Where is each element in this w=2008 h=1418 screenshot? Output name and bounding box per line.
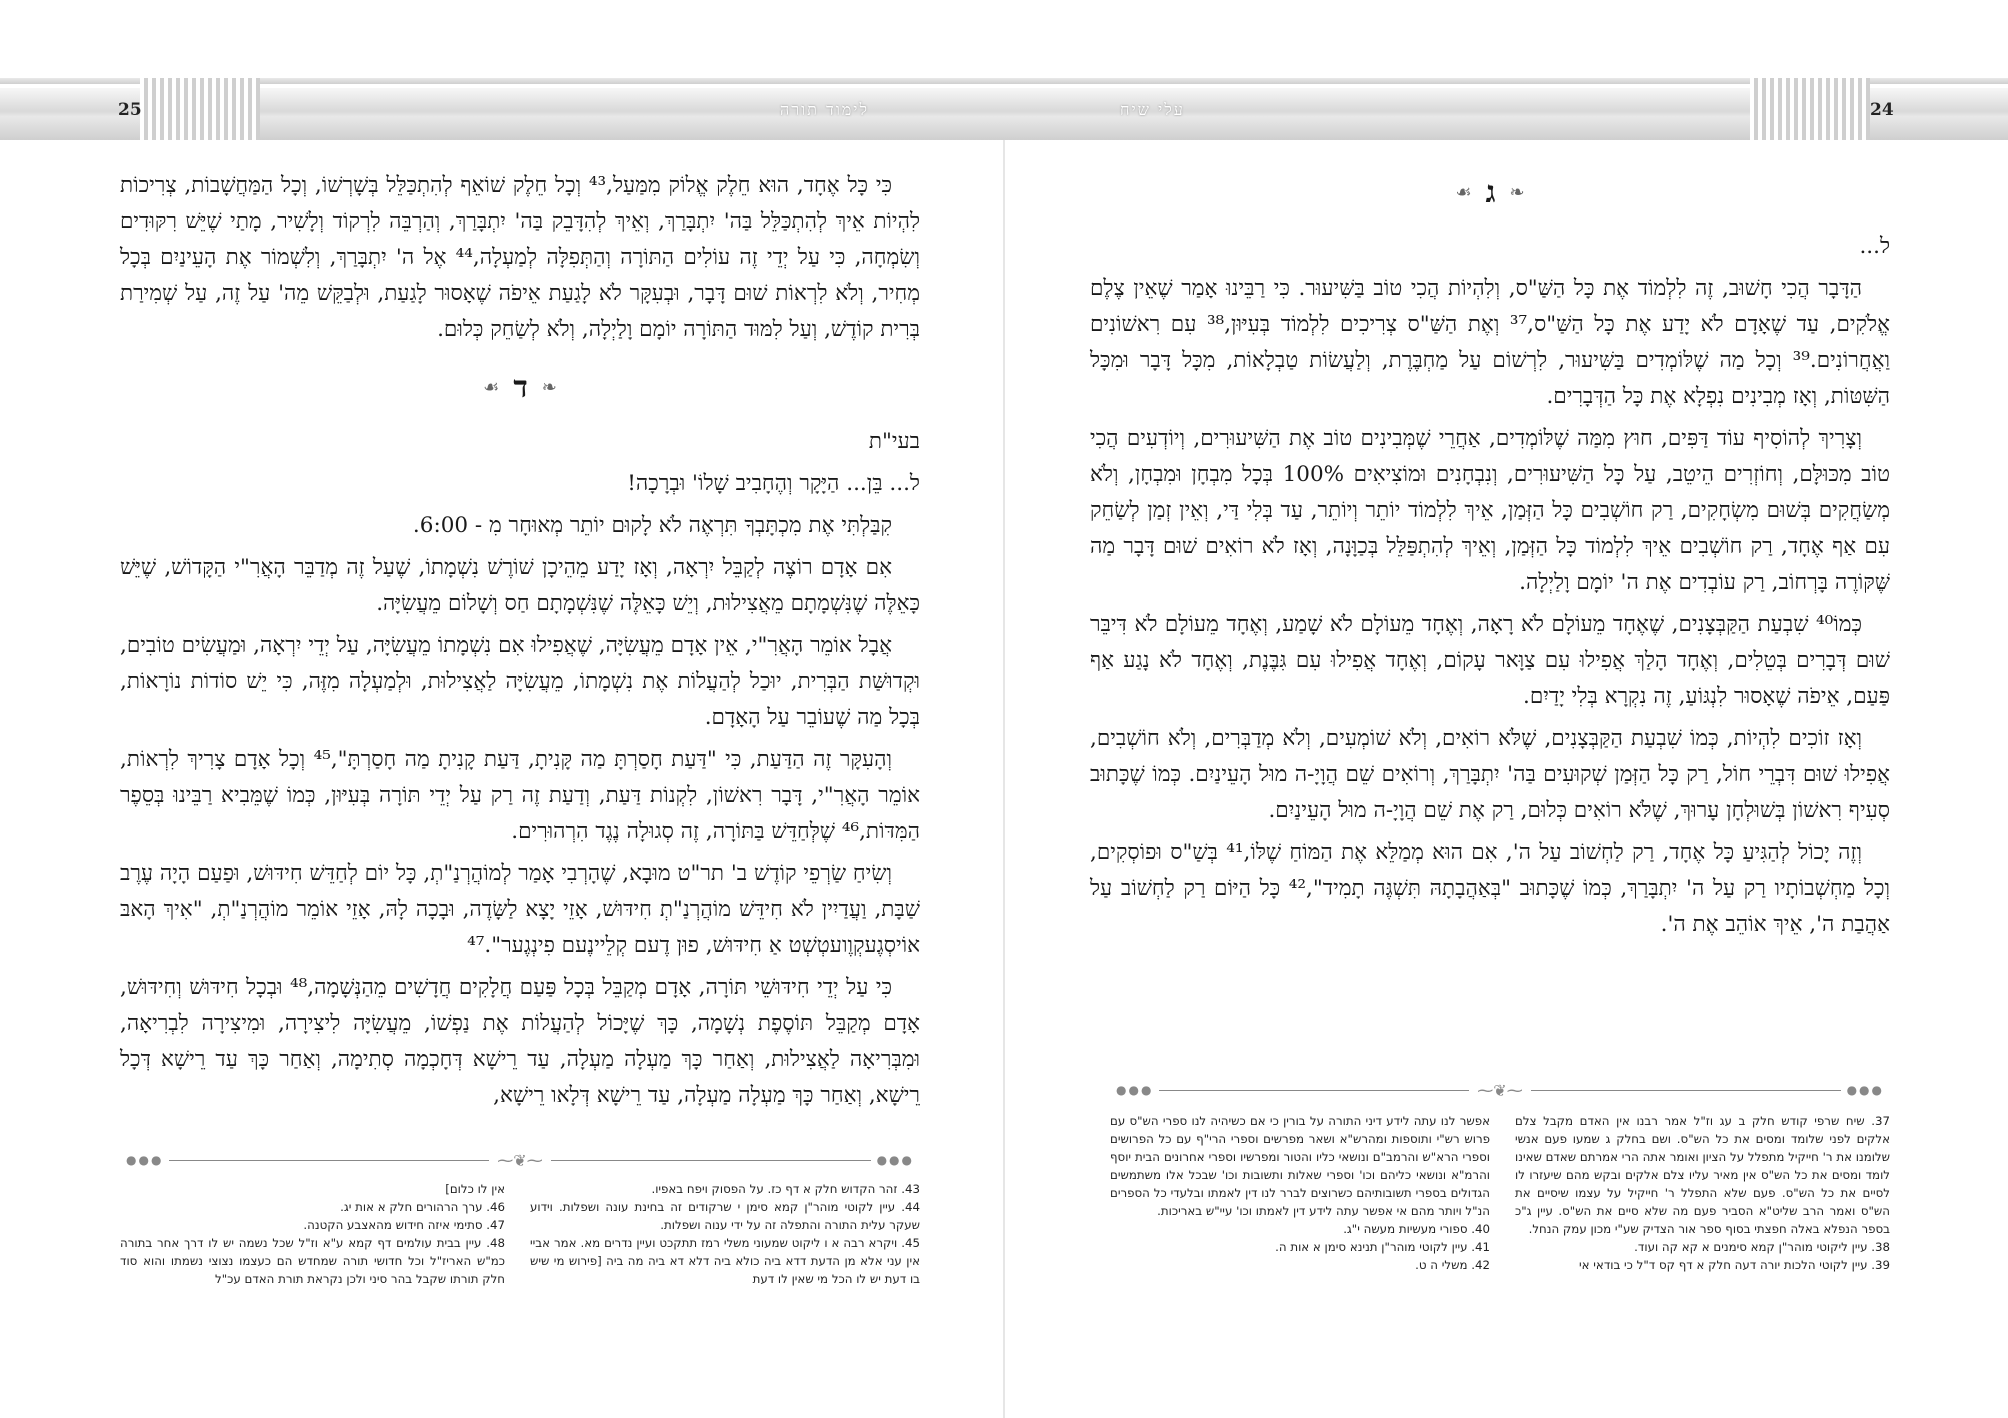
- paragraph: וְאָז זוֹכִים לִהְיוֹת, כְּמוֹ שִׁבְעַת הַקַּבְּצָנִים, שֶׁלֹּא רוֹאִים, וְלֹא שׁוֹמְעִים, וְלֹא מְדַבְּרִים, וְלֹא חוֹשְׁבִים, אֲפִילוּ שׁוּם דִּבְרֵי חוֹל, רַק כָּל הַזְּמַן שְׁקוּעִים בַּה' יִתְבָּרַךְ, וְרוֹאִים שֵׁם הֲוָיָ-ה מוּל הָעֵינַיִם. כְּמוֹ שֶׁכָּתוּב סְעִיף רִאשׁוֹן בְּשׁוּלְחָן עָרוּךְ, שֶׁלֹּא רוֹאִים כְּלוּם, רַק אֶת שֵׁם הֲוָיָ-ה מוּל הָעֵינַיִם.: [1090, 726, 1890, 823]
- paragraph: כִּי עַל יְדֵי חִידּוּשֵׁי תּוֹרָה, אָדָם מְקַבֵּל בְּכָל פַּעַם חֲלָקִים חֲדָשִׁים מֵהַנְּשָׁמָה,⁴⁸ וּבְכָל חִידּוּשׁ וְחִידּוּשׁ, אָדָם מְקַבֵּל תּוֹסֶפֶת נְשָׁמָה, כָּךְ שֶׁיָּכוֹל לְהַעֲלוֹת אֶת נַפְשׁוֹ, מֵעֲשִׂיָּה לִיצִירָה, וּמִיצִירָה לִבְרִיאָה, וּמִבְּרִיאָה לַאֲצִילוּת, וְאַחַר כָּךְ מַעְלָה מַעְלָה, עַד רֵישָׁא דְּחָכְמָה סְתִימָה, וְאַחַר כָּךְ עַד רֵישָׁא דְּכָל רֵישָׁא, וְאַחַר כָּךְ מַעְלָה מַעְלָה, עַד רֵישָׁא דְּלָאו רֵישָׁא,: [120, 975, 920, 1108]
- footnote: 43. זהר הקדוש חלק א דף כז. על הפסוק ויפח באפיו.: [651, 1182, 920, 1196]
- left-footnotes-col-1: [530, 1180, 920, 1288]
- paragraph: אֲבָל אוֹמֵר הָאֲרִ"י, אֵין אָדָם מֵעֲשִׂיָּה, שֶׁאֲפִילוּ אִם נִשְׁמָתוֹ מֵעֲשִׂיָּה, עַל יְדֵי יִרְאָה, וּמַעֲשִׂים טוֹבִים, וּקְדוּשַּׁת הַבְּרִית, יוּכַל לְהַעֲלוֹת אֶת נִשְׁמָתוֹ, מֵעֲשִׂיָּה לַאֲצִילוּת, וּלְמַעְלָה מִזֶּה, כִּי יֵשׁ סוֹדוֹת נוֹרָאוֹת, בְּכָל מַה שֶׁעוֹבֵר עַל הָאָדָם.: [120, 633, 920, 730]
- ornament-right-icon: ☙: [483, 377, 500, 398]
- footnote: 41. עיין לקוטי מוהר"ן תנינא סימן א אות ה.: [1275, 1240, 1490, 1254]
- right-footnotes-col-2: [1110, 1112, 1490, 1274]
- footnote: 44. עיין לקוטי מוהר"ן קמא סימן י שרקודים זה בחינת עונה ושפלות. וידוע שעקר עלית התורה והתפלה זה על ידי ענוה ושפלות.: [530, 1200, 920, 1232]
- paragraph: וְהָעִקָּר זֶה הַדַּעַת, כִּי "דַּעַת חָסַרְתָּ מַה קָּנִיתָ, דַּעַת קָנִיתָ מַה חָסַרְתָּ",⁴⁵ וְכָל אָדָם צָרִיךְ לִרְאוֹת, אוֹמֵר הָאֲרִ"י, דָּבָר רִאשׁוֹן, לִקְנוֹת דַּעַת, וְדַעַת זֶה רַק עַל יְדֵי תּוֹרָה בְּעִיּוּן, כְּמוֹ שֶׁמֵּבִיא רַבֵּינוּ בְּסֵפֶר הַמִּדּוֹת,⁴⁶ שֶׁלְּחַדֵּשׁ בַּתּוֹרָה, זֶה סְגוּלָה נֶגֶד הִרְהוּרִים.: [120, 747, 920, 844]
- left-footnotes-col-2: [120, 1180, 505, 1288]
- paragraph: הַדָּבָר הֲכִי חָשׁוּב, זֶה לִלְמוֹד אֶת כָּל הַשַּׁ"ס, וְלִהְיוֹת הֲכִי טוֹב בַּשִּׁיעוּר. כִּי רַבֵּינוּ אָמַר שֶׁאֵין צֶלֶם אֱלֹקִים, עַד שֶׁאָדָם לֹא יָדַע אֶת כָּל הַשַּׁ"ס,³⁷ וְאֶת הַשַּׁ"ס צְרִיכִים לִלְמוֹד בְּעִיּוּן,³⁸ עִם רִאשׁוֹנִים וַאֲחֲרוֹנִים.³⁹ וְכָל מַה שֶׁלּוֹמְדִים בַּשִּׁיעוּר, לִרְשׁוֹם עַל מַחְבֶּרֶת, וְלַעֲשׂוֹת טַבְלָאוֹת, מִכָּל דָּבָר וּמִכָּל הַשִּׁטּוֹת, וְאָז מְבִינִים נִפְלָא אֶת כָּל הַדְּבָרִים.: [1090, 276, 1891, 409]
- paragraph: וְשִׂיחַ שַׂרְפֵי קוֹדֶשׁ ב' תר"ט מוּבָא, שֶׁהָרְבִי אָמַר לְמוֹהֲרְנַ"תְ, כָּל יוֹם לְחַדֵּשׁ חִידּוּשׁ, וּפַעַם הָיָה עֶרֶב שַׁבָּת, וַעֲדַיִין לֹא חִידֵּשׁ מוֹהֲרְנַ"תְ חִידּוּשׁ, אָזֵי יָצָא לַשָּׂדֶה, וּבָכָה לָהּ, אָזֵי אוֹמֵר מוֹהֲרְנַ"תְ, "אִיךְ הָאבּ אוֹיסְגֶעקְוֶועטְשְׁט אַ חִידּוּשׁ, פוּן דֶעם קְלֵיינֶעם פִינְגֶער".⁴⁷: [120, 861, 920, 958]
- section-heading-gimel: [1090, 175, 1890, 211]
- letter-opening: בעי"ת: [868, 429, 920, 454]
- left-page-number: 25: [118, 100, 142, 120]
- right-header-stripes: [1750, 78, 1870, 140]
- left-page-body: [120, 168, 920, 1120]
- letter-line: קִבַּלְתִּי אֶת מִכְתָּבְךָ תִּרְאֶה לֹא לָקוּם יוֹתֵר מְאוּחָר מִ - 6:00.: [412, 513, 892, 538]
- section-letter: ד: [513, 370, 528, 405]
- right-footnote-divider: ●●● ⁓❦⁓ ●●●: [1116, 1080, 1884, 1100]
- left-running-head: לימוד תורה: [780, 100, 869, 119]
- footnote: 45. ויקרא רבה א ו ליקוט שמעוני משלי רמז תתקכט ועיין נדרים מא. אמר אביי אין עני אלא מן הדעת דדא ביה כולא ביה דלא דא ביה מה ביה [פירוש מי שיש בו דעת יש לו הכל מי שאין לו דעת: [530, 1236, 920, 1286]
- scroll-ornament-icon: ⁓❦⁓: [1477, 1080, 1523, 1100]
- page-gutter: [1003, 140, 1005, 1418]
- paragraph: וְצָרִיךְ לְהוֹסִיף עוֹד דַּפִּים, חוּץ מִמַּה שֶׁלּוֹמְדִים, אַחֲרֵי שֶׁמְּבִינִים טוֹב אֶת הַשִּׁיעוּרִים, וְיוֹדְעִים הֲכִי טוֹב מִכּוּלָּם, וְחוֹזְרִים הֵיטֵב, עַל כָּל הַשִּׁיעוּרִים, וְנִבְחָנִים וּמוֹצִיאִים 100% בְּכָל מִבְחָן וּמִבְחָן, וְלֹא מְשַׂחֲקִים בְּשׁוּם מִשְׂחָקִים, רַק חוֹשְׁבִים כָּל הַזְּמַן, אֵיךְ לִלְמוֹד יוֹתֵר וְיוֹתֵר, עַד בְּלִי דַּי, וְאֵין זְמַן לְשַׂחֵק עִם אַף אֶחָד, רַק חוֹשְׁבִים אֵיךְ לִלְמוֹד כָּל הַזְּמַן, וְאֵיךְ לְהִתְפַּלֵּל בְּכַוָּנָה, וְאָז לֹא רוֹאִים שׁוּם דָּבָר מַה שֶּׁקּוֹרֶה בָּרְחוֹב, רַק עוֹבְדִים אֶת ה' יוֹמָם וָלַיְלָה.: [1090, 426, 1890, 595]
- footnote: 46. ערך הרהורים חלק א אות יג.: [340, 1200, 505, 1214]
- footnote: 40. ספורי מעשיות מעשה י"ג.: [1343, 1222, 1490, 1236]
- header-top-rule: [0, 78, 2008, 84]
- paragraph: וְזֶה יָכוֹל לְהַגִּיעַ כָּל אֶחָד, רַק לַחְשׁוֹב עַל ה', אִם הוּא מְמַלֵּא אֶת הַמּוֹחַ שֶׁלּוֹ,⁴¹ בְּשַׁ"ס וּפוֹסְקִים, וְכָל מַחְשְׁבוֹתָיו רַק עַל ה' יִתְבָּרַךְ, כְּמוֹ שֶׁכָּתוּב "בְּאַהֲבָתָהּ תִּשְׁגֶּה תָמִיד",⁴² כָּל הַיּוֹם רַק לַחְשׁוֹב עַל אַהֲבַת ה', אֵיךְ אוֹהֵב אֶת ה'.: [1090, 840, 1890, 937]
- footnote: 47. סתימי איזה חידוש מהאצבע הקטנה.: [303, 1218, 505, 1232]
- right-footnotes-col-1: [1515, 1112, 1890, 1274]
- paragraph: כְּמוֹ⁴⁰ שִׁבְעַת הַקַּבְּצָנִים, שֶׁאֶחָד מֵעוֹלָם לֹא רָאָה, וְאֶחָד מֵעוֹלָם לֹא שָׁמַע, וְאֶחָד מֵעוֹלָם לֹא דִּיבֵּר שׁוּם דְּבָרִים בְּטֵלִים, וְאֶחָד הָלַךְ אֲפִילוּ עִם צַוָּאר עָקוֹם, וְאֶחָד אֲפִילוּ עִם גִּבֶּנֶת, וְאֶחָד לֹא נָגַע אַף פַּעַם, אֵיפֹה שֶׁאָסוּר לִנְגּוֹעַ, זֶה נִקְרָא בְּלִי יָדַיִם.: [1090, 612, 1890, 709]
- paragraph: אִם אָדָם רוֹצֶה לְקַבֵּל יִרְאָה, וְאָז יָדַע מֵהֵיכָן שׁוֹרֶשׁ נִשְׁמָתוֹ, שֶׁעַל זֶה מְדַבֵּר הָאֲרִ"י הַקָּדוֹשׁ, שֶׁיֵּשׁ כָּאֵלֶּה שֶׁנִּשְׁמָתָם מֵאֲצִילוּת, וְיֵשׁ כָּאֵלֶּה שֶׁנִּשְׁמָתָם חַס וְשָׁלוֹם מֵעֲשִׂיָּה.: [120, 555, 920, 616]
- footnote: 42. משלי ה ט.: [1415, 1258, 1490, 1272]
- ornament-right-icon: ☙: [1455, 182, 1472, 203]
- footnote: אפשר לנו עתה לידע דיני התורה על בורין כי אם כשיהיה לנו ספרי הש"ס עם פרוש רש"י ותוספות ומהרש"א ושאר מפרשים וספרי הרי"ף עם כל הפרושים וספרי הרא"ש והרמב"ם ונושאי כליו והטור ומפרשיו וספרי אחרונים הבית יוסף והרמ"א ונושאי כליהם וכו' וספרי שאלות ותשובות וכו' שבכל אלו משתמשים הגדולים בספרי תשובותיהם כשרוצים לברר לנו דין לאמתו ובלעדי כל הספרים הנ"ל ויותר מהם אי אפשר עתה לידע דין לאמתו וכו' עיי"ש באריכות.: [1110, 1114, 1490, 1218]
- footnote: 39. עיין לקוטי הלכות יורה דעה חלק א דף קס ד"ל כי בודאי אי: [1579, 1258, 1890, 1272]
- right-page-number: 24: [1870, 100, 1894, 120]
- letter-opening: ל...: [1859, 234, 1890, 259]
- left-header-stripes: [140, 78, 260, 140]
- footnote: 37. שיח שרפי קודש חלק ב עג וז"ל אמר רבנו אין האדם מקבל צלם אלקים לפני שלומד ומסים את כל הש"ס. ושם בחלק ג שמעו פעם אנשי שלומנו את ר' חייקיל מתפלל על הציון ואומר אתה הרי אמרתם שאדם שאינו לומד ומסים את כל הש"ס אין מאיר עליו צלם אלקים ובקש מהם שיעזרו לו לסיים את כל הש"ס. פעם שלא התפלל ר' חייקיל על עצמו שיסיים את הש"ס ואמר הרב שליט"א הסביר פעם מה שלא סיים את הש"ס. עיין ג"כ בספר הנפלא באלה חפצתי בסוף ספר אור הצדיק שע"י מכון עמק הנחל.: [1515, 1114, 1890, 1236]
- section-heading-dalet: [120, 370, 920, 406]
- paragraph: כִּי כָּל אֶחָד, הוּא חֵלֶק אֱלוֹק מִמַּעַל,⁴³ וְכָל חֵלֶק שׁוֹאֵף לְהִתְכַּלֵּל בְּשָׁרְשׁוֹ, וְכָל הַמַּחֲשָׁבוֹת, צְרִיכוֹת לִהְיוֹת אֵיךְ לְהִתְכַּלֵּל בַּה' יִתְבָּרַךְ, וְאֵיךְ לְהִדָּבֵק בַּה' יִתְבָּרַךְ, וְהַרְבֵּה לִרְקוֹד וְלָשִׁיר, מָתַי שֶׁיֵּשׁ רִקּוּדִים וְשִׂמְחָה, כִּי עַל יְדֵי זֶה עוֹלִים הַתּוֹרָה וְהַתְּפִלָּה לְמַעְלָה,⁴⁴ אֶל ה' יִתְבָּרַךְ, וְלִשְׁמוֹר אֶת הָעֵינַיִם בְּכָל מְחִיר, וְלֹא לִרְאוֹת שׁוּם דָּבָר, וּבְעִקָּר לֹא לָגַעַת אֵיפֹה שֶׁאָסוּר לָגַעַת, וּלְבַקֵּשׁ מֵה' עַל זֶה, עַל שְׁמִירַת בְּרִית קוֹדֶשׁ, וְעַל לִמּוּד הַתּוֹרָה יוֹמָם וָלַיְלָה, וְלֹא לְשַׂחֵק כְּלוּם.: [120, 173, 920, 342]
- right-running-head: עלי שיח: [1120, 100, 1185, 119]
- footnote: 38. עיין ליקוטי מוהר"ן קמא סימנים א קא קה ועוד.: [1634, 1240, 1890, 1254]
- section-letter: ג: [1485, 175, 1496, 210]
- left-footnote-divider: ●●● ⁓❦⁓ ●●●: [126, 1150, 914, 1170]
- right-page-body: [1090, 175, 1890, 949]
- scroll-ornament-icon: ⁓❦⁓: [497, 1150, 543, 1170]
- ornament-left-icon: ❧: [1509, 182, 1525, 203]
- ornament-left-icon: ❧: [541, 377, 557, 398]
- letter-greeting: ל... בֵּן... הַיָּקָר וְהֶחָבִיב שָׁלוֹ' וּבְרָכָה!: [627, 471, 920, 496]
- footnote: אין לו כלום]: [445, 1182, 505, 1196]
- footnote: 48. עיין בבית עולמים דף קמא ע"א וז"ל שכל נשמה יש לו דרך אחר בתורה כמ"ש האריז"ל וכל חדושי תורה שמחדש הם כעצמו נצוצי נשמתו והוא סוד חלק תורתו שקבל בהר סיני ולכן נקראת תורת האדם עכ"ל: [120, 1236, 505, 1286]
